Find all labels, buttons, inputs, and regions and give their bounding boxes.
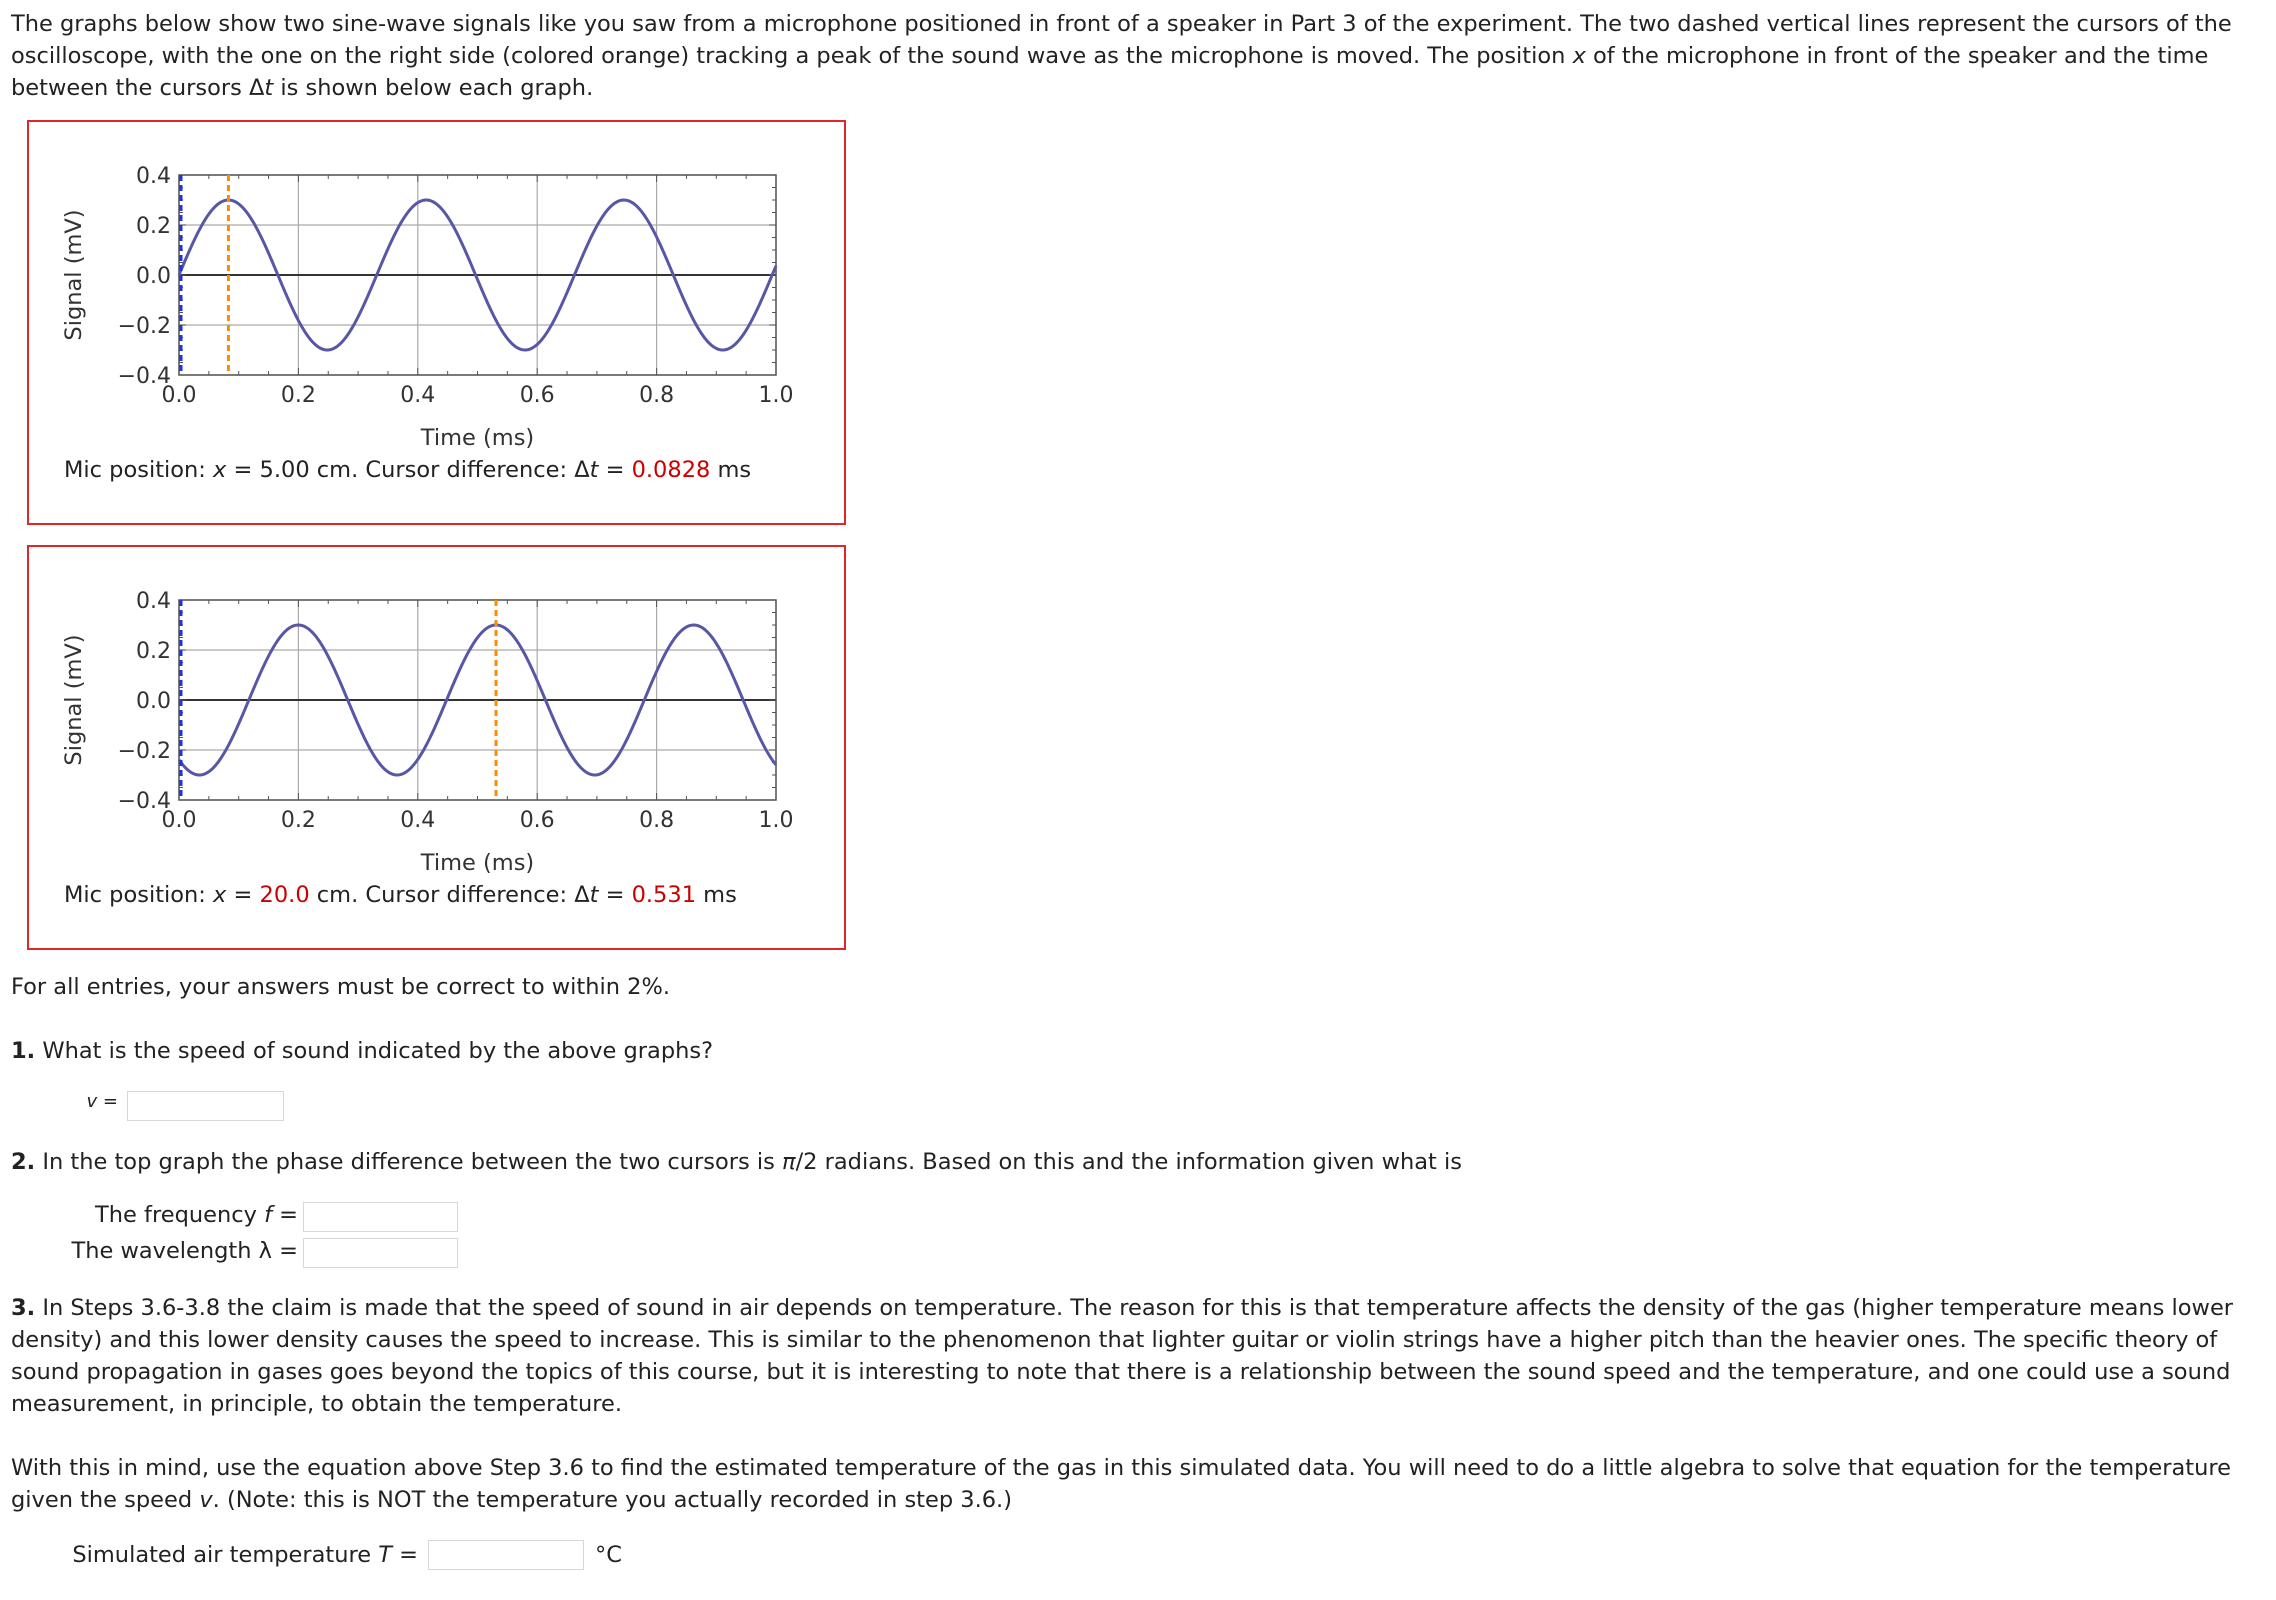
frequency-label: The frequency f = [95, 1202, 298, 1228]
y-tick-label: −0.4 [117, 789, 171, 814]
y-tick-label: −0.2 [117, 739, 171, 764]
y-tick-label: 0.2 [136, 639, 171, 664]
x-tick-label: 1.0 [758, 383, 794, 408]
x-tick-label: 0.8 [639, 808, 675, 833]
question-1: 1. What is the speed of sound indicated by the above graphs? [11, 1038, 714, 1064]
speed-label: v = [86, 1091, 118, 1112]
wavelength-input[interactable] [303, 1238, 458, 1268]
x-axis-label: Time (ms) [420, 850, 535, 876]
signal-chart-1 [29, 122, 844, 452]
x-tick-label: 0.4 [400, 808, 436, 833]
x-tick-label: 1.0 [758, 808, 794, 833]
x-tick-label: 0.6 [519, 808, 555, 833]
graph-panel-1 [27, 120, 846, 525]
x-tick-label: 0.8 [639, 383, 675, 408]
y-tick-label: 0.4 [136, 164, 171, 189]
mic-position-value: 20.0 [259, 882, 310, 908]
y-axis-label: Signal (mV) [61, 209, 87, 341]
x-tick-label: 0.2 [280, 808, 316, 833]
y-tick-label: 0.4 [136, 589, 171, 614]
temperature-label: Simulated air temperature T = [72, 1542, 418, 1568]
x-tick-label: 0.6 [519, 383, 555, 408]
y-axis-label: Signal (mV) [61, 634, 87, 766]
frequency-input[interactable] [303, 1202, 458, 1232]
x-tick-label: 0.2 [280, 383, 316, 408]
cursor-difference-value: 0.531 [631, 882, 697, 908]
speed-input[interactable] [127, 1091, 284, 1121]
x-axis-label: Time (ms) [420, 425, 535, 451]
question-2: 2. In the top graph the phase difference between the two cursors is π/2 radians. Based on this and the information given what is [11, 1149, 1462, 1175]
accuracy-note: For all entries, your answers must be correct to within 2%. [11, 974, 671, 1000]
mic-position-value: 5.00 [259, 457, 310, 483]
graph-panel-2 [27, 545, 846, 950]
intro-paragraph: The graphs below show two sine-wave signals like you saw from a microphone positioned in front of a speaker in Part 3 of the experiment. The two dashed vertical lines represent the cursors of the oscilloscope, with the one on the right side (colored orange) tracking a peak of the sound wave as the microphone is moved. The position x of the microphone in front of the speaker and the time between the cursors Δt is shown below each graph. [11, 11, 2232, 101]
question-3-instructions: With this in mind, use the equation above Step 3.6 to find the estimated temperature of the gas in this simulated data. You will need to do a little algebra to solve that equation for the temperature given the speed v. (Note: this is NOT the temperature you actually recorded in step 3.6.) [11, 1455, 2231, 1513]
temperature-input[interactable] [428, 1540, 584, 1570]
y-tick-label: 0.2 [136, 214, 171, 239]
x-tick-label: 0.4 [400, 383, 436, 408]
x-tick-label: 0.0 [161, 808, 197, 833]
cursor-difference-value: 0.0828 [631, 457, 711, 483]
graph-caption-2: Mic position: x = 20.0 cm. Cursor difference: Δt = 0.531 ms [64, 882, 737, 908]
graph-caption-1: Mic position: x = 5.00 cm. Cursor difference: Δt = 0.0828 ms [64, 457, 752, 483]
temperature-unit: °C [595, 1542, 622, 1568]
y-tick-label: 0.0 [136, 689, 171, 714]
signal-chart-2 [29, 547, 844, 877]
y-tick-label: −0.2 [117, 314, 171, 339]
y-tick-label: −0.4 [117, 364, 171, 389]
wavelength-label: The wavelength λ = [71, 1238, 298, 1264]
x-tick-label: 0.0 [161, 383, 197, 408]
y-tick-label: 0.0 [136, 264, 171, 289]
question-3: 3. In Steps 3.6-3.8 the claim is made that the speed of sound in air depends on temperature. The reason for this is that temperature affects the density of the gas (higher temperature means lower density) and this lower density causes the speed to increase. This is similar to the phenomenon that lighter guitar or violin strings have a higher pitch than the heavier ones. The specific theory of sound propagation in gases goes beyond the topics of this course, but it is interesting to note that there is a relationship between the sound speed and the temperature, and one could use a sound measurement, in principle, to obtain the temperature. [11, 1295, 2234, 1417]
